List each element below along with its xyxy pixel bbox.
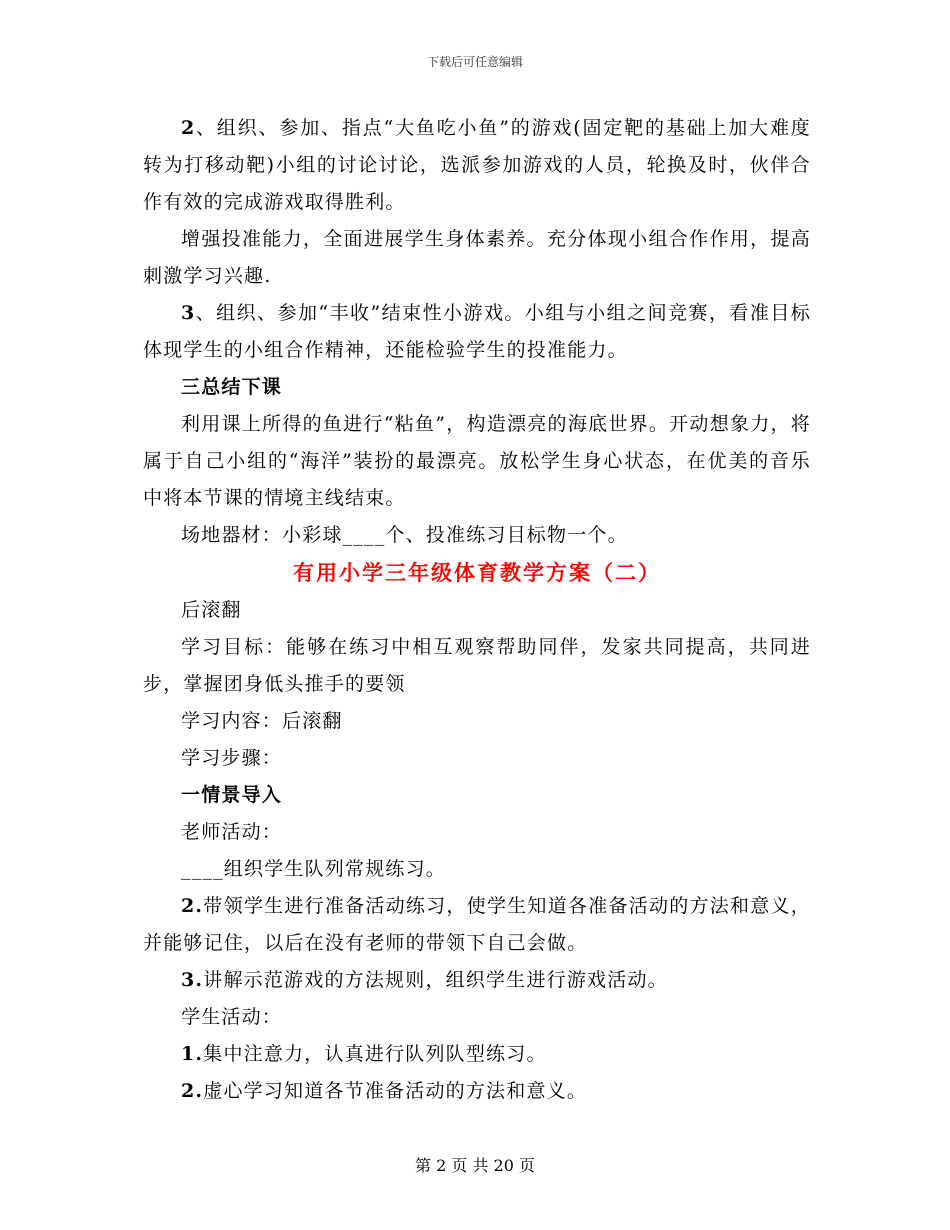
paragraph: 学习目标：能够在练习中相互观察帮助同伴，发家共同提高，共同进步，掌握团身低头推手的要领 (143, 636, 811, 695)
list-number: 1. (181, 1043, 204, 1065)
page-footer: 第 2 页 共 20 页 (415, 1156, 535, 1175)
paragraph: 学习内容：后滚翻 (181, 710, 343, 732)
paragraph: 老师活动： (181, 821, 283, 843)
page-header: 下载后可任意编辑 (426, 55, 523, 69)
paragraph: 利用课上所得的鱼进行“粘鱼”，构造漂亮的海底世界。开动想象力，将属于自己小组的“海洋”装扮的最漂亮。放松学生身心状态，在优美的音乐中将本节课的情境主线结束。 (143, 413, 811, 509)
paragraph (143, 1073, 811, 1110)
paragraph: 增强投准能力，全面进展学生身体素养。充分体现小组合作作用，提高刺激学习兴趣. (143, 228, 811, 287)
paragraph-text: 讲解示范游戏的方法规则，组织学生进行游戏活动。 (203, 969, 668, 991)
section-title: 有用小学三年级体育教学方案（二） (293, 561, 661, 585)
paragraph-text: 集中注意力，认真进行队列队型练习。 (203, 1043, 547, 1065)
document-body (143, 110, 811, 1110)
list-number: 2. (181, 895, 204, 917)
paragraph (143, 110, 811, 221)
section-heading: 一情景导入 (181, 784, 283, 806)
paragraph: 后滚翻 (181, 599, 242, 621)
paragraph (143, 962, 811, 999)
paragraph (143, 1036, 811, 1073)
paragraph-text: 、组织、参加、指点“大鱼吃小鱼”的游戏(固定靶的基础上加大难度转为打移动靶)小组的讨论讨论，选派参加游戏的人员，轮换及时，伙伴合作有效的完成游戏取得胜利。 (143, 117, 811, 213)
paragraph: 学习步骤： (181, 747, 283, 769)
paragraph-text: 、组织、参加“丰收”结束性小游戏。小组与小组之间竞赛，看准目标体现学生的小组合作精神，还能检验学生的投准能力。 (143, 302, 811, 361)
paragraph-text: 虚心学习知道各节准备活动的方法和意义。 (203, 1080, 588, 1102)
paragraph-text: 带领学生进行准备活动练习，使学生知道各准备活动的方法和意义，并能够记住，以后在没有老师的带领下自己会做。 (143, 895, 811, 954)
list-number: 2 (181, 117, 196, 139)
paragraph: 场地器材：小彩球____个、投准练习目标物一个。 (181, 524, 628, 546)
paragraph: 学生活动： (181, 1006, 283, 1028)
section-heading: 三总结下课 (181, 376, 283, 398)
list-number: 3. (181, 969, 204, 991)
list-number: 2. (181, 1080, 204, 1102)
list-number: 3 (181, 302, 196, 324)
paragraph (143, 295, 811, 369)
paragraph (143, 888, 811, 962)
paragraph: ____组织学生队列常规练习。 (181, 858, 447, 880)
